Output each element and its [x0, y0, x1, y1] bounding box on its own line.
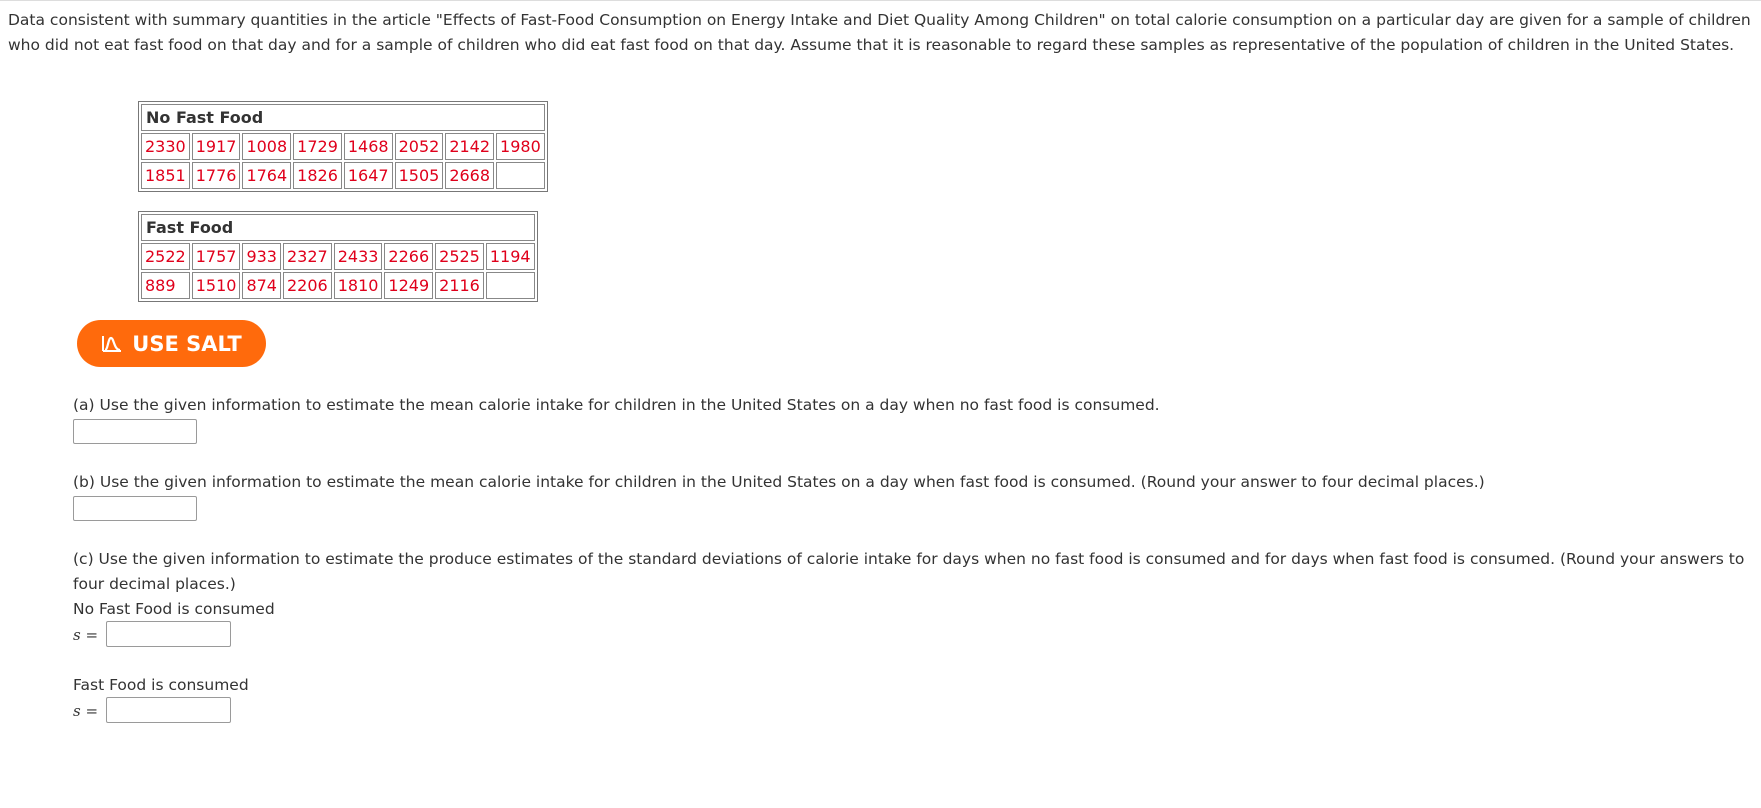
data-cell: 1764	[242, 162, 291, 189]
data-cell: 2668	[445, 162, 494, 189]
data-cell: 1851	[141, 162, 190, 189]
data-cell: 889	[141, 272, 190, 299]
question-b-text: (b) Use the given information to estimate the mean calorie intake for children in the United States on a day when fast food is consumed. (Round your answer to four decimal places.)	[73, 473, 1485, 491]
question-a-text: (a) Use the given information to estimate the mean calorie intake for children in the United States on a day when no fast food is consumed.	[73, 396, 1160, 414]
fast-food-consumed-label: Fast Food is consumed	[73, 676, 249, 694]
data-cell: 874	[242, 272, 281, 299]
sd-no-fast-food-input[interactable]	[106, 621, 231, 647]
fast-food-table	[138, 211, 538, 302]
data-cell: 1729	[293, 133, 342, 160]
data-cell: 2142	[445, 133, 494, 160]
data-cell: 1505	[395, 162, 444, 189]
data-cell: 1510	[192, 272, 241, 299]
data-cell: 1194	[486, 243, 535, 270]
data-cell: 1468	[344, 133, 393, 160]
table-row	[141, 243, 535, 270]
problem-intro: Data consistent with summary quantities in the article "Effects of Fast-Food Consumption on Energy Intake and Diet Quality Among Children" on total calorie consumption on a particular day are given for a sample of children who did not eat fast food on that day and for a sample of children who did eat fast food on that day. Assume that it is reasonable to regard these samples as representative of the population of children in the United States.	[8, 11, 1751, 54]
data-cell: 2266	[384, 243, 433, 270]
s-label-no-fast-food: s =	[73, 626, 99, 644]
table-row	[141, 272, 535, 299]
salt-distribution-icon	[101, 333, 123, 355]
s-label-fast-food: s =	[73, 702, 99, 720]
use-salt-label: USE SALT	[132, 331, 242, 356]
table-row	[141, 133, 545, 160]
data-cell: 2433	[334, 243, 383, 270]
data-cell: 933	[242, 243, 281, 270]
data-cell: 2052	[395, 133, 444, 160]
answer-b-input[interactable]	[73, 496, 197, 521]
data-cell: 1647	[344, 162, 393, 189]
data-cell: 1810	[334, 272, 383, 299]
table-title: No Fast Food	[141, 104, 545, 131]
use-salt-button[interactable]	[77, 320, 266, 367]
sd-fast-food-input[interactable]	[106, 697, 231, 723]
data-cell: 1980	[496, 133, 545, 160]
answer-a-input[interactable]	[73, 419, 197, 444]
data-cell: 2327	[283, 243, 332, 270]
data-cell: 1757	[192, 243, 241, 270]
data-cell: 1776	[192, 162, 241, 189]
no-fast-food-consumed-label: No Fast Food is consumed	[73, 600, 275, 618]
data-cell: 2206	[283, 272, 332, 299]
data-cell: 1008	[242, 133, 291, 160]
table-title: Fast Food	[141, 214, 535, 241]
table-row	[141, 162, 545, 189]
empty-cell	[486, 272, 535, 299]
data-cell: 1917	[192, 133, 241, 160]
no-fast-food-table	[138, 101, 548, 192]
data-cell: 2330	[141, 133, 190, 160]
data-cell: 2116	[435, 272, 484, 299]
data-cell: 2525	[435, 243, 484, 270]
top-divider	[0, 0, 1761, 1]
empty-cell	[496, 162, 545, 189]
question-c-text: (c) Use the given information to estimate the produce estimates of the standard deviations of calorie intake for days when no fast food is consumed and for days when fast food is consumed. (Round your answers to four decimal places.)	[73, 550, 1745, 593]
data-cell: 2522	[141, 243, 190, 270]
data-cell: 1826	[293, 162, 342, 189]
data-cell: 1249	[384, 272, 433, 299]
